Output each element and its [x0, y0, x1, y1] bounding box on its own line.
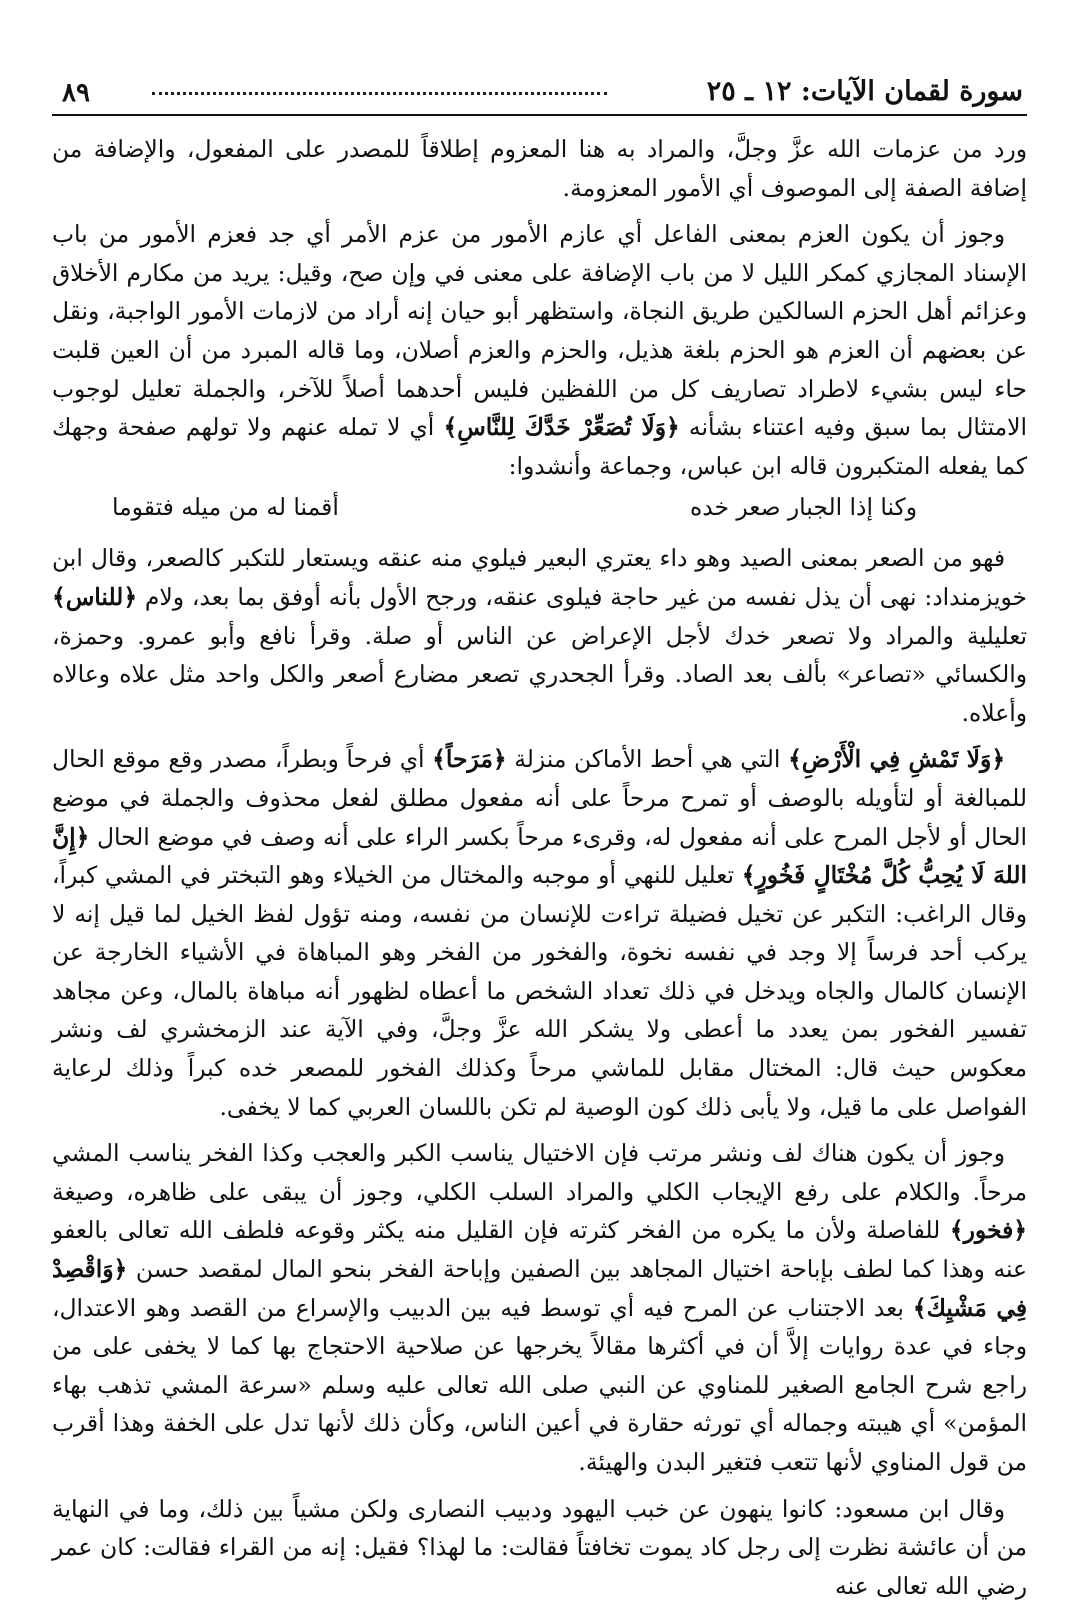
quran-quote: ﴿للناس﴾ — [52, 582, 138, 611]
verse-first-hemistich: وكنا إذا الجبار صعر خده — [689, 493, 917, 522]
text-run: فهو من الصعر بمعنى الصيد وهو داء يعتري البعير فيلوي منه عنقه ويستعار للتكبر كالصعر، وقال ابن خويزمنداد: نهى أن يذل نفسه من غير حاجة فيلوى عنقه، ورجح الأول بأنه أوفق بما بعد، ولام — [52, 544, 1027, 611]
paragraph-3 — [52, 539, 1027, 732]
text-run: التي هي أحط الأماكن منزلة — [514, 745, 781, 774]
text-run: وجوز أن يكون العزم بمعنى الفاعل أي عازم الأمور من عزم الأمر أي جد فعزم الأمور من باب الإسناد المجازي كمكر الليل لا من باب الإضافة على معنى في وإن صح، وقيل: يريد من مكارم الأخلاق وعزائم أهل الحزم السالكين طريق النجاة، واستظهر أبو حيان إنه أراد من لازمات الأمور الواجبة، ونقل عن بعضهم أن العزم هو الحزم بلغة هذيل، والحزم والعزم أصلان، وما قاله المبرد من أن العين قلبت حاء ليس بشيء لاطراد تصاريف كل من اللفظين فليس أحدهما أصلاً للآخر، والجملة تعليل لوجوب الامتثال بما سبق وفيه اعتناء بشأنه — [52, 220, 1027, 442]
text-run: وقال ابن مسعود: كانوا ينهون عن خبب اليهود ودبيب النصارى ولكن مشياً بين ذلك، وما في النهاية من أن عائشة نظرت إلى رجل كاد يموت تخافتاً فقالت: ما لهذا؟ فقيل: إنه من القراء فقالت: كان عمر رضي الله تعالى عنه — [52, 1494, 1027, 1600]
quran-quote: ﴿وَلَا تُصَعِّرْ خَدَّكَ لِلنَّاسِ﴾ — [443, 413, 680, 442]
text-run: ورد من عزمات الله عزَّ وجلَّ، والمراد به هنا المعزوم إطلاقاً للمصدر على المفعول، والإضافة من إضافة الصفة إلى الموصوف أي الأمور المعزومة. — [52, 135, 1027, 202]
quran-quote: ﴿فخور﴾ — [949, 1216, 1027, 1245]
text-run: للفاصلة ولأن ما يكره من الفخر كثرته فإن القليل منه يكثر وقوعه فلطف الله تعالى بالعفو عنه وهذا كما لطف بإباحة اختيال المجاهد بين الصفين وإباحة الفخر بنحو المال لمقصد حسن — [52, 1216, 1027, 1284]
text-run: تعليل للنهي أو موجبه والمختال من الخيلاء وهو التبختر في المشي كبراً، وقال الراغب: التكبر عن تخيل فضيلة تراءت للإنسان من نفسه، ومنه تؤول لفظ الخيل لما قيل إنه لا يركب أحد فرساً إلا وجد في نفسه نخوة، والفخور من الفخر وهو المباهاة في الأشياء الخارجة عن الإنسان كالمال والجاه ويدخل في ذلك تعداد الشخص ما أعطاه لظهور أنه مباهاة بالمال، وعن مجاهد تفسير الفخور بمن يعدد ما أعطى ولا يشكر الله عزَّ وجلَّ، وفي الآية عند الزمخشري لف ونشر معكوس حيث قال: المختال مقابل للماشي مرحاً وكذلك الفخور للمصعر خده كبراً وذلك لرعاية الفواصل على ما قيل، ولا يأبى ذلك كون الوصية لم تكن باللسان العربي كما لا يخفى. — [52, 861, 1027, 1121]
quran-quote: ﴿وَلَا تَمْشِ فِي الْأَرْضِ﴾ — [788, 745, 1006, 774]
quran-quote: ﴿إِنَّ اللهَ لَا يُحِبُّ كُلَّ مُخْتَالٍ فَخُورٍ﴾ — [52, 822, 1027, 890]
text-run: أي لا تمله عنهم ولا تولهم صفحة وجهك كما يفعله المتكبرون قاله ابن عباس، وجماعة وأنشدوا: — [52, 413, 1027, 480]
running-title: سورة لقمان الآيات: ١٢ ـ ٢٥ — [706, 76, 1023, 107]
header-dot-leader — [152, 92, 607, 95]
page-number: ٨٩ — [62, 78, 90, 108]
verse-second-hemistich: أقمنا له من ميله فتقوما — [112, 493, 339, 522]
text-run: أي فرحاً وبطراً، مصدر وقع موقع الحال للمبالغة أو لتأويله بالوصف أو تمرح مرحاً على أنه مفعول مطلق لفعل محذوف والجملة في موضع الحال أو لأجل المرح على أنه مفعول له، وقرىء مرحاً بكسر الراء على أنه وصف في موضع الحال — [52, 745, 1027, 851]
paragraph-4 — [52, 740, 1027, 1126]
page-header — [52, 74, 1027, 116]
paragraph-6 — [52, 1490, 1027, 1605]
poetry-verse — [52, 493, 1027, 531]
text-run: تعليلية والمراد ولا تصعر خدك لأجل الإعراض عن الناس أو صلة. وقرأ نافع وأبو عمرو. وحمزة، والكسائي «تصاعر» بألف بعد الصاد. وقرأ الجحدري تصعر مضارع أصعر والكل واحد مثل علاه وعالاه وأعلاه. — [52, 621, 1027, 727]
paragraph-2 — [52, 215, 1027, 485]
paragraph-1 — [52, 130, 1027, 207]
quran-quote: ﴿مَرَحاً﴾ — [432, 745, 507, 774]
text-run: وجوز أن يكون هناك لف ونشر مرتب فإن الاختيال يناسب الكبر والعجب وكذا الفخر يناسب المشي مرحاً. والكلام على رفع الإيجاب الكلي والمراد السلب الكلي، وجوز أن يبقى على ظاهره، وصيغة — [52, 1139, 1027, 1206]
text-run: بعد الاجتناب عن المرح فيه أي توسط فيه بين الدبيب والإسراع من القصد وهو الاعتدال، وجاء في عدة روايات إلاَّ أن في أكثرها مقالاً يخرجها عن صلاحية الاحتجاج بها كما لا يخفى على من راجع شرح الجامع الصغير للمناوي عن النبي صلى الله تعالى عليه وسلم «سرعة المشي تذهب بهاء المؤمن» أي هيبته وجماله أي تورثه حقارة في أعين الناس، وكأن ذلك لأنها تدل على الخفة وهذا أقرب من قول المناوي لأنها تتعب فتغير البدن والهيئة. — [52, 1293, 1027, 1476]
quran-quote: ﴿وَاقْصِدْ فِي مَشْيِكَ﴾ — [52, 1255, 1028, 1322]
paragraph-5 — [52, 1134, 1027, 1481]
